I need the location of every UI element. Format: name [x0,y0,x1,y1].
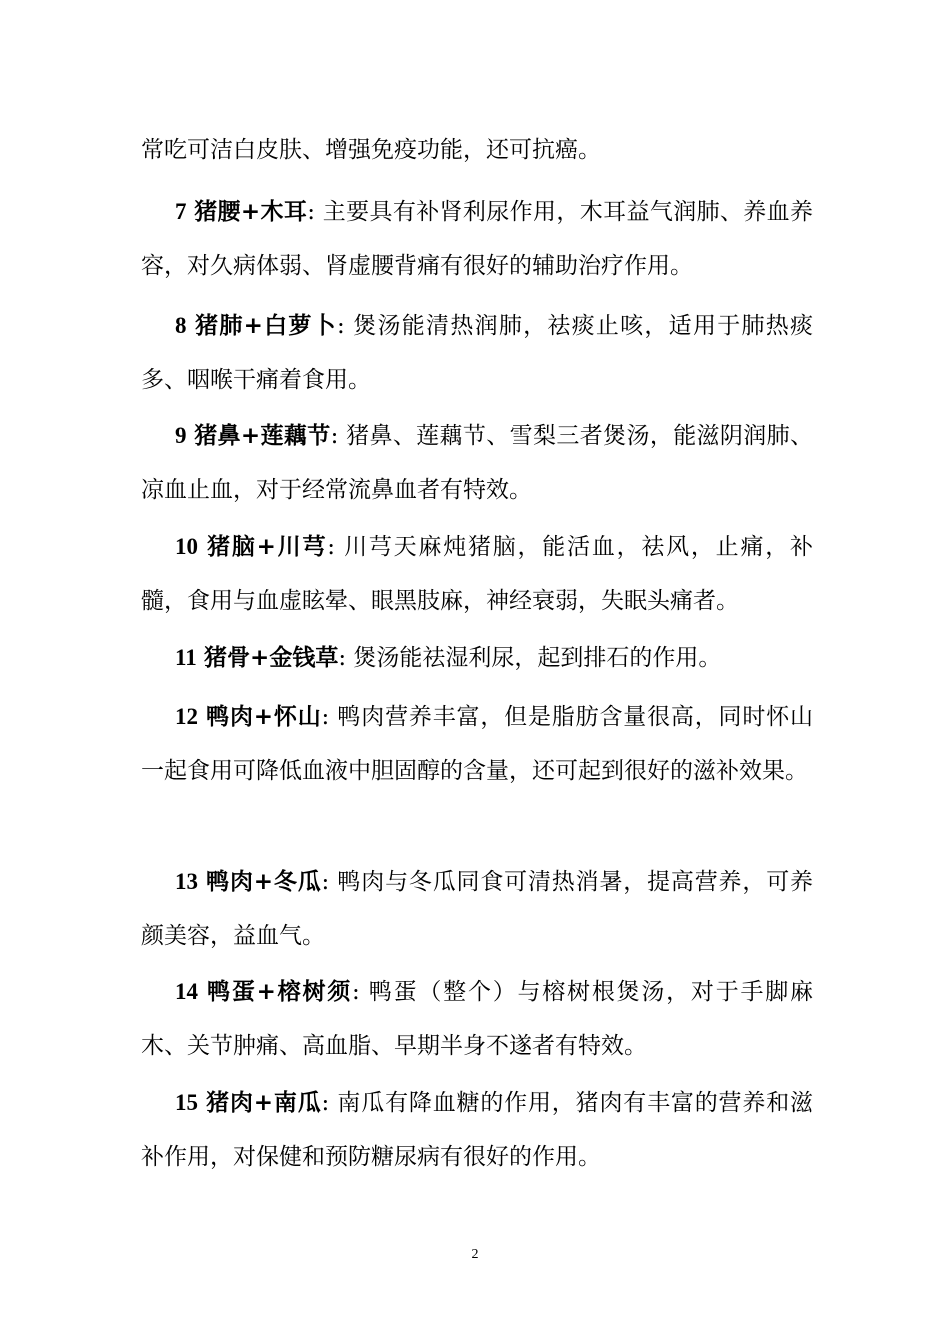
item-number: 14 [175,979,198,1004]
list-item [141,690,813,798]
list-item [141,185,813,293]
item-colon: : [321,869,330,895]
item-colon: : [307,199,316,225]
item-title: 猪肉+南瓜 [206,1090,322,1116]
item-body: 主要具有补肾利尿作用，木耳益气润肺、养血养容，对久病体弱、肾虚腰背痛有很好的辅助治疗作用。 [141,199,814,279]
list-item [141,965,813,1073]
list-item [141,1076,813,1184]
list-item [141,299,813,407]
item-title: 鸭肉+怀山 [206,704,322,730]
item-colon: : [321,1090,330,1116]
item-body: 煲汤能祛湿利尿，起到排石的作用。 [353,645,722,671]
item-number: 9 [175,423,187,448]
continuation-paragraph: 常吃可洁白皮肤、增强免疫功能，还可抗癌。 [141,137,601,163]
list-item [141,631,813,685]
item-title: 猪腰+木耳 [194,199,308,225]
item-body: 鸭蛋（整个）与榕树根煲汤，对于手脚麻木、关节肿痛、高血脂、早期半身不遂者有特效。 [141,979,814,1059]
item-number: 15 [175,1090,198,1115]
item-number: 7 [175,199,187,224]
item-colon: : [338,645,347,671]
item-number: 8 [175,313,187,338]
list-item [141,855,813,963]
item-title: 猪肺+白萝卜 [195,313,337,339]
item-colon: : [327,534,335,560]
item-number: 10 [175,534,198,559]
item-body: 南瓜有降血糖的作用，猪肉有丰富的营养和滋补作用，对保健和预防糖尿病有很好的作用。 [141,1090,814,1170]
item-colon: : [321,704,330,730]
item-title: 鸭肉+冬瓜 [206,869,322,895]
item-body: 猪鼻、莲藕节、雪梨三者煲汤，能滋阴润肺、凉血止血，对于经常流鼻血者有特效。 [141,423,814,503]
item-title: 猪脑+川芎 [207,534,328,560]
item-number: 12 [175,704,198,729]
item-number: 11 [175,645,197,670]
item-title: 猪鼻+莲藕节 [194,423,331,449]
item-colon: : [352,979,360,1005]
list-item [141,520,813,628]
page-number: 2 [471,1247,479,1262]
item-title: 鸭蛋+榕树须 [207,979,353,1005]
item-body: 鸭肉与冬瓜同食可清热消暑，提高营养，可养颜美容，益血气。 [141,869,814,949]
item-title: 猪骨+金钱草 [204,645,339,671]
list-item [141,409,813,517]
item-number: 13 [175,869,198,894]
item-colon: : [336,313,345,339]
item-body: 鸭肉营养丰富，但是脂肪含量很高，同时怀山一起食用可降低血液中胆固醇的含量，还可起到很好的滋补效果。 [141,704,814,784]
item-body: 川芎天麻炖猪脑，能活血，祛风，止痛，补髓，食用与血虚眩晕、眼黑肢麻，神经衰弱，失眠头痛者。 [141,534,814,614]
item-colon: : [330,423,339,449]
item-body: 煲汤能清热润肺，祛痰止咳，适用于肺热痰多、咽喉干痛着食用。 [141,313,814,393]
